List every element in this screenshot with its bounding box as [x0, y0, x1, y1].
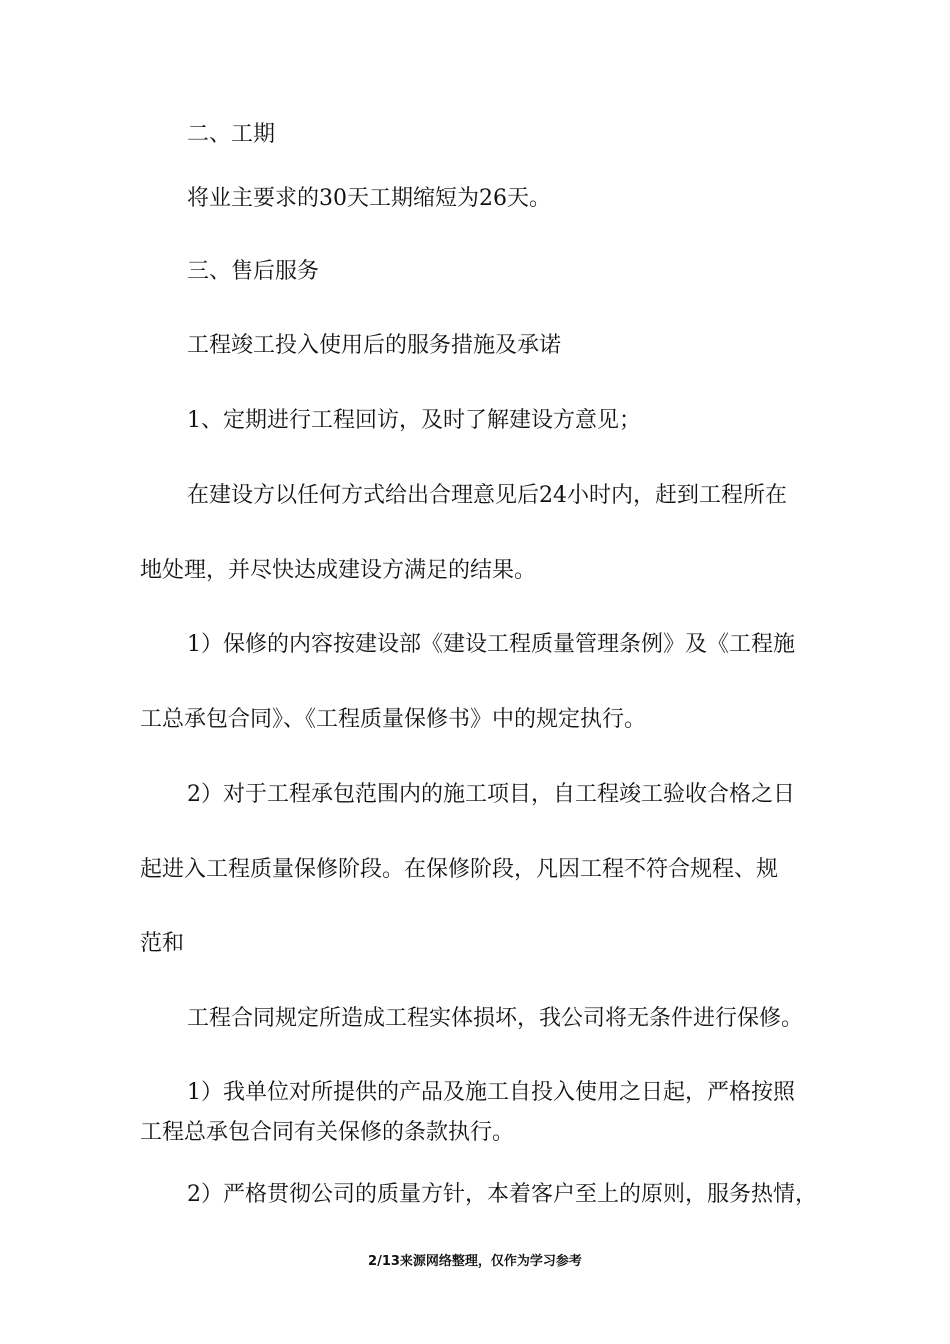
commitment-2-paragraph-line: 2）严格贯彻公司的质量方针，本着客户至上的原则，服务热情， — [187, 1182, 817, 1207]
commitment-1-paragraph-line: 1）我单位对所提供的产品及施工自投入使用之日起，严格按照 — [187, 1080, 795, 1105]
service-intro-paragraph: 工程竣工投入使用后的服务措施及承诺 — [187, 333, 562, 358]
warranty-1-paragraph-line: 工总承包合同》、《工程质量保修书》中的规定执行。 — [140, 707, 647, 732]
schedule-paragraph: 将业主要求的30天工期缩短为26天。 — [187, 186, 551, 211]
response-paragraph-line: 在建设方以任何方式给出合理意见后24小时内，赶到工程所在 — [187, 483, 787, 508]
item-1-paragraph: 1、定期进行工程回访，及时了解建设方意见； — [187, 408, 641, 433]
response-paragraph-line: 地处理，并尽快达成建设方满足的结果。 — [140, 558, 537, 583]
commitment-1-paragraph-line: 工程总承包合同有关保修的条款执行。 — [140, 1120, 515, 1145]
warranty-2-paragraph-line: 工程合同规定所造成工程实体损坏，我公司将无条件进行保修。 — [187, 1006, 804, 1031]
section-heading-schedule: 二、工期 — [187, 122, 276, 147]
warranty-1-paragraph-line: 1）保修的内容按建设部《建设工程质量管理条例》及《工程施 — [187, 632, 795, 657]
page-footer: 2/13来源网络整理，仅作为学习参考 — [368, 1254, 582, 1269]
warranty-2-paragraph-line: 起进入工程质量保修阶段。在保修阶段，凡因工程不符合规程、规 — [140, 857, 779, 882]
warranty-2-paragraph-line: 范和 — [140, 931, 185, 956]
warranty-2-paragraph-line: 2）对于工程承包范围内的施工项目，自工程竣工验收合格之日 — [187, 782, 795, 807]
section-heading-service: 三、售后服务 — [187, 259, 320, 284]
